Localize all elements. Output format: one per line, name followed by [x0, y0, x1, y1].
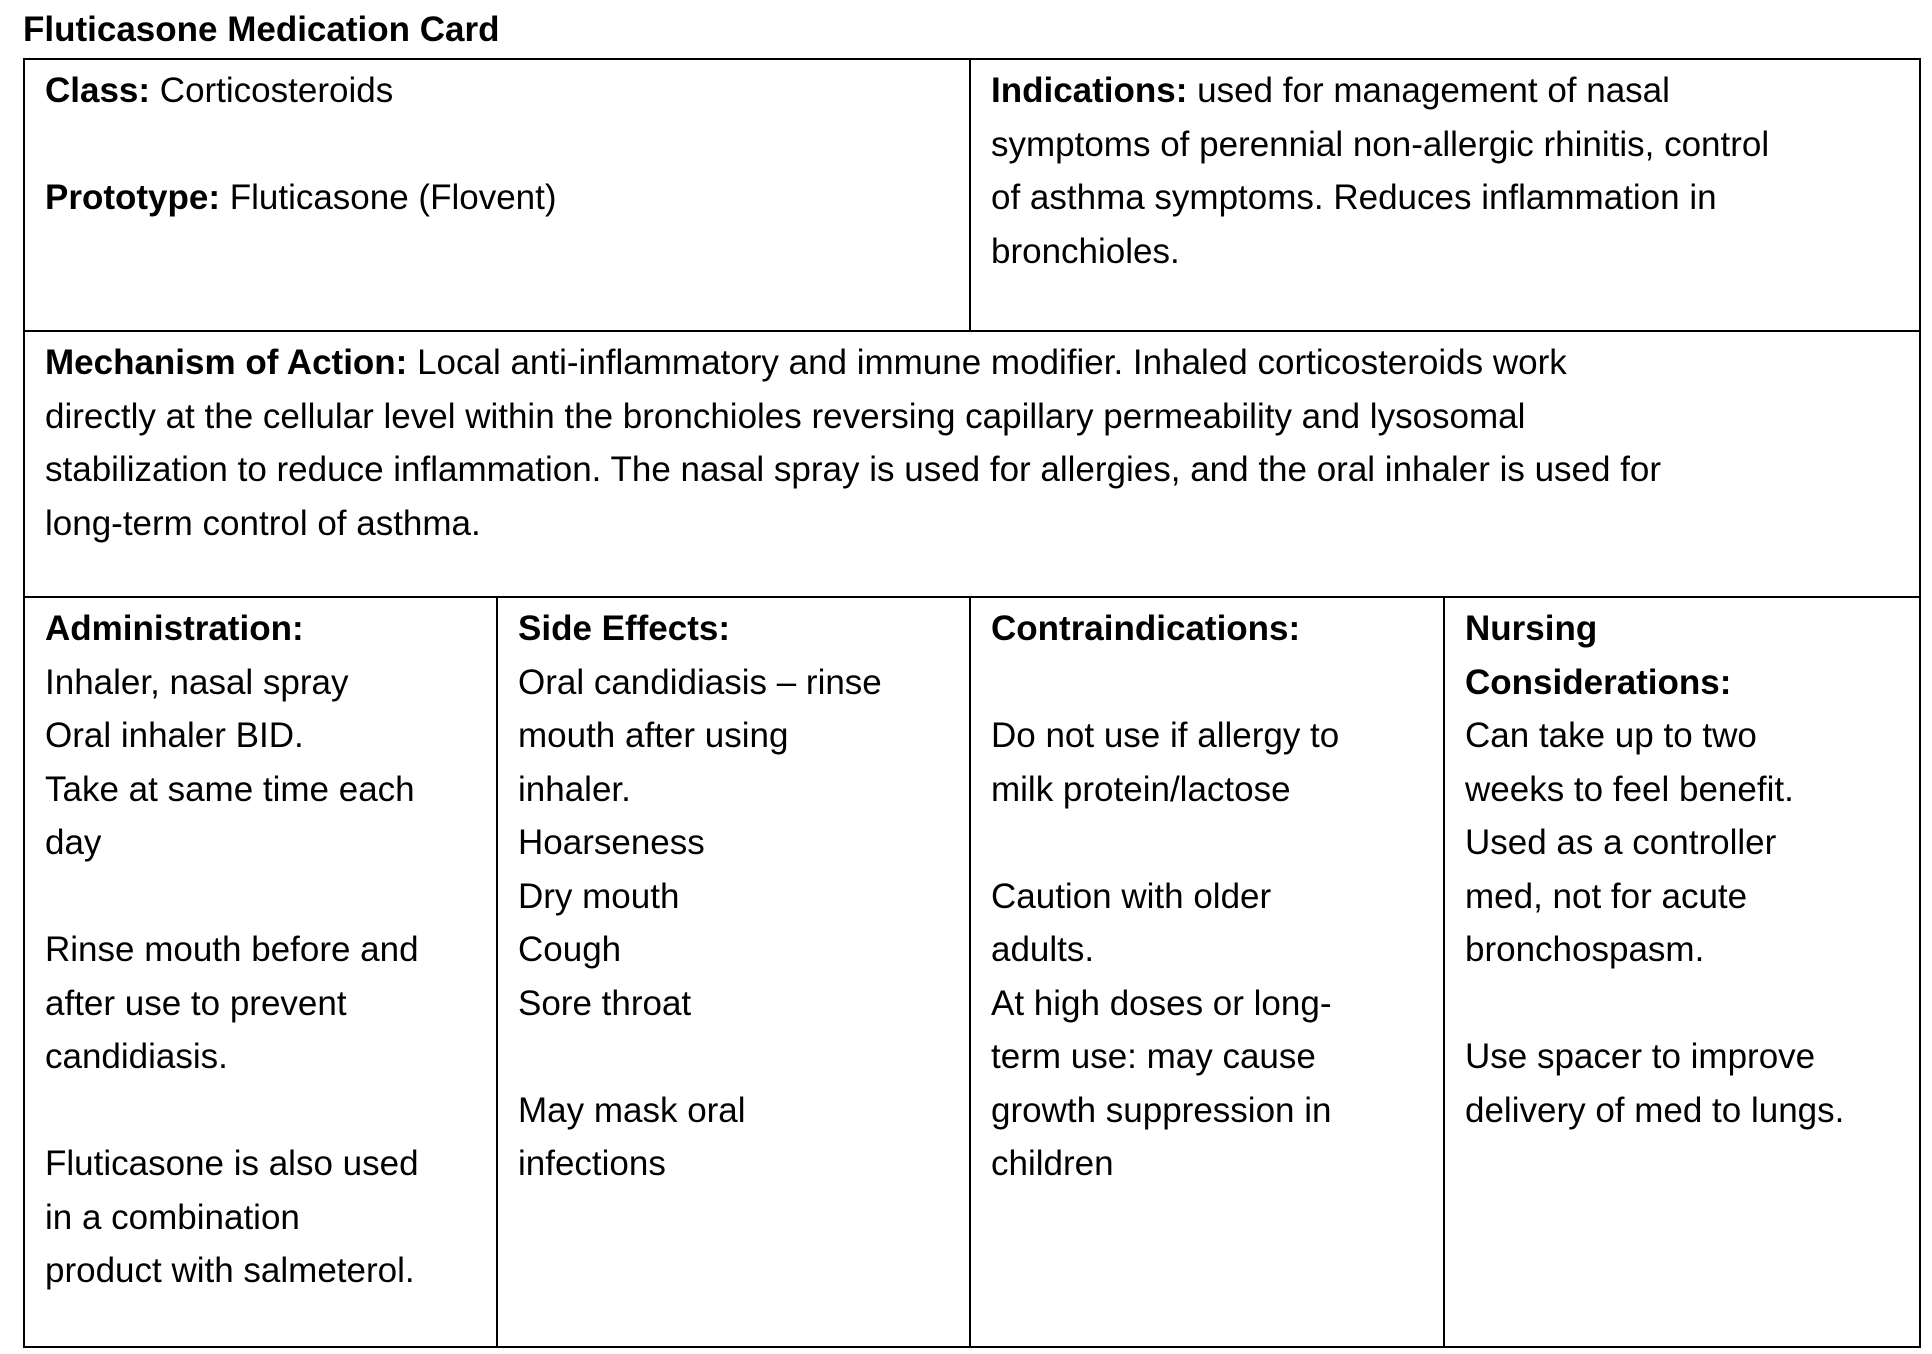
side-effects-text: infections [518, 1144, 666, 1183]
contraindications-text: At high doses or long- [991, 983, 1332, 1023]
nursing-text: med, not for acute [1465, 876, 1748, 916]
administration-text: Take at same time each [45, 769, 415, 809]
nursing-text: delivery of med to lungs. [1465, 1090, 1845, 1130]
administration-text: product with salmeterol. [45, 1251, 415, 1290]
class-value: Corticosteroids [150, 71, 394, 110]
administration-text: day [45, 823, 102, 862]
nursing-text: weeks to feel benefit. [1465, 769, 1794, 809]
side-effects-text: Hoarseness [518, 823, 705, 862]
mechanism-text: directly at the cellular level within the bronchioles reversing capillary permeability and lysosomal [45, 396, 1526, 436]
contraindications-text: Do not use if allergy to [991, 716, 1340, 755]
mechanism-cell [25, 332, 1919, 596]
nursing-text: Can take up to two [1465, 716, 1757, 755]
side-effects-text: Dry mouth [518, 876, 680, 916]
contraindications-text: term use: may cause [991, 1037, 1316, 1076]
prototype-line [45, 171, 949, 225]
nursing-label: Nursing [1465, 609, 1598, 648]
medication-card-table [23, 58, 1921, 1348]
indications-text: used for management of nasal [1187, 71, 1670, 110]
side-effects-text: Sore throat [518, 983, 692, 1023]
mechanism-text: long-term control of asthma. [45, 503, 481, 543]
prototype-value: Fluticasone (Flovent) [220, 178, 557, 217]
contraindications-text: children [991, 1144, 1114, 1183]
administration-text: Rinse mouth before and [45, 930, 419, 969]
contraindications-text: milk protein/lactose [991, 769, 1291, 809]
nursing-text: Use spacer to improve [1465, 1037, 1816, 1076]
mechanism-text: stabilization to reduce inflammation. The nasal spray is used for allergies, and the oral inhaler is used for [45, 450, 1662, 489]
administration-text: after use to prevent [45, 983, 347, 1023]
contraindications-cell [971, 598, 1443, 1346]
administration-label: Administration: [45, 609, 304, 648]
contraindications-text: growth suppression in [991, 1090, 1332, 1130]
side-effects-text: Cough [518, 930, 622, 969]
administration-text: Fluticasone is also used [45, 1144, 419, 1183]
indications-text: symptoms of perennial non-allergic rhinitis, control [991, 124, 1770, 164]
side-effects-cell [498, 598, 969, 1346]
class-prototype-cell [25, 60, 969, 330]
mechanism-line [45, 336, 1899, 390]
administration-text: in a combination [45, 1197, 300, 1237]
side-effects-label: Side Effects: [518, 609, 730, 648]
mechanism-text: Local anti-inflammatory and immune modifier. Inhaled corticosteroids work [407, 343, 1567, 382]
side-effects-text: mouth after using [518, 716, 789, 755]
prototype-label: Prototype: [45, 178, 220, 217]
class-label: Class: [45, 71, 151, 110]
administration-text: Oral inhaler BID. [45, 716, 304, 755]
nursing-label: Considerations: [1465, 662, 1732, 702]
nursing-cell [1445, 598, 1919, 1346]
class-line [45, 64, 949, 118]
page-title: Fluticasone Medication Card [23, 10, 500, 49]
mechanism-label: Mechanism of Action: [45, 343, 408, 382]
contraindications-text: Caution with older [991, 876, 1272, 916]
indications-text: of asthma symptoms. Reduces inflammation in [991, 178, 1717, 217]
side-effects-text: inhaler. [518, 769, 631, 809]
nursing-text: bronchospasm. [1465, 930, 1705, 969]
administration-cell [25, 598, 496, 1346]
indications-cell [971, 60, 1919, 330]
administration-text: Inhaler, nasal spray [45, 662, 349, 702]
indications-line [991, 64, 1899, 118]
side-effects-text: May mask oral [518, 1090, 746, 1130]
side-effects-text: Oral candidiasis – rinse [518, 662, 882, 702]
indications-text: bronchioles. [991, 231, 1180, 271]
indications-label: Indications: [991, 71, 1188, 110]
contraindications-text: adults. [991, 930, 1095, 969]
nursing-text: Used as a controller [1465, 823, 1777, 862]
contraindications-label: Contraindications: [991, 609, 1301, 648]
administration-text: candidiasis. [45, 1037, 228, 1076]
